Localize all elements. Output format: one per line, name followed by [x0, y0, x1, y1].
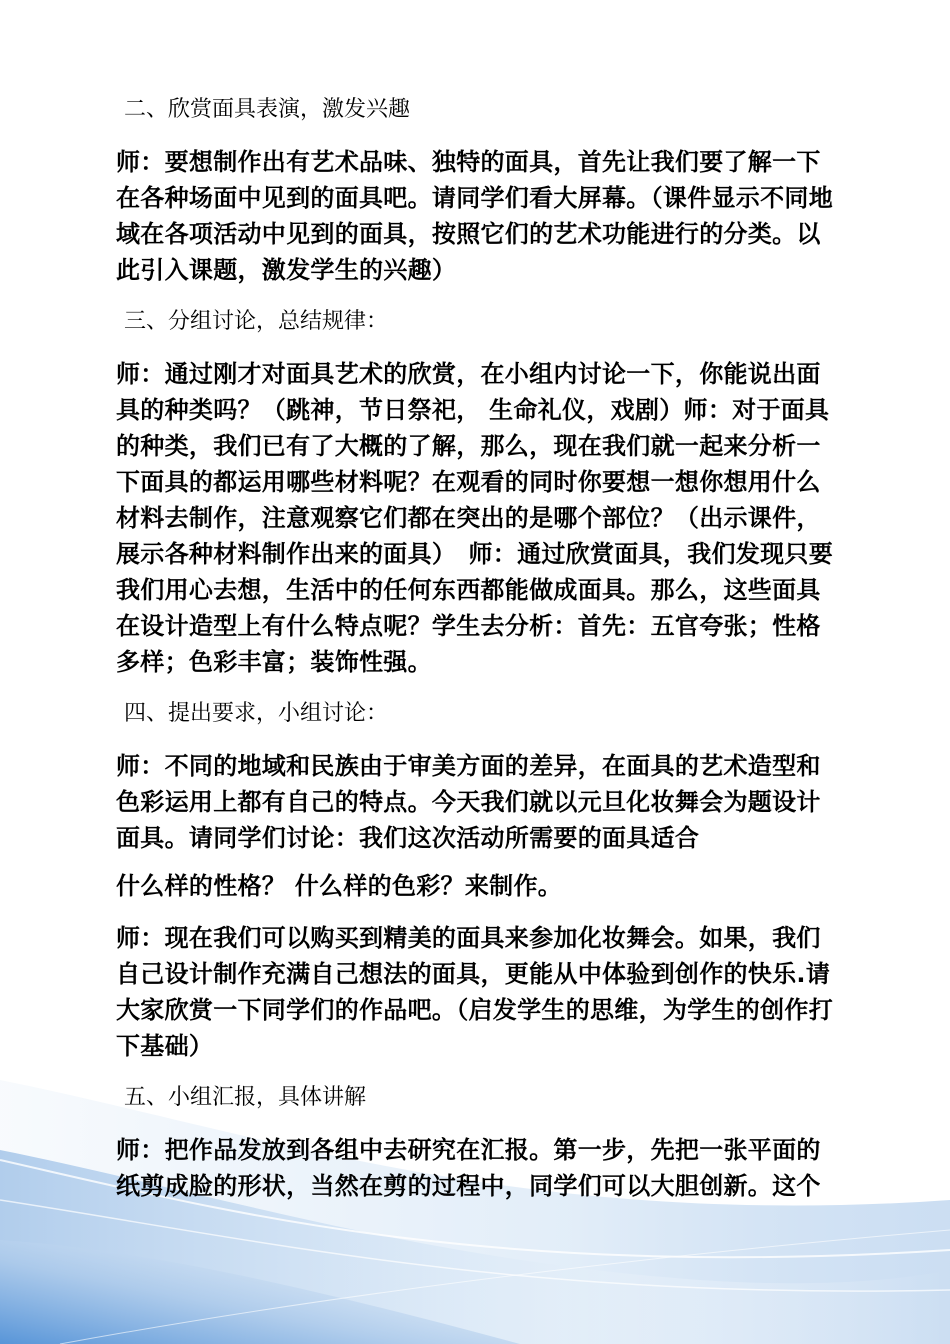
section-4-paragraph-3: 师：现在我们可以购买到精美的面具来参加化妆舞会。如果，我们自己设计制作充满自己想法的面具，更能从中体验到创作的快乐.请大家欣赏一下同学们的作品吧。（启发学生的思维，为学生的创作打下基础）	[116, 924, 833, 1060]
section-3-paragraph-1: 师：通过刚才对面具艺术的欣赏，在小组内讨论一下，你能说出面具的种类吗？（跳神，节日祭祀， 生命礼仪，戏剧）师：对于面具的种类，我们已有了大概的了解，那么，现在我们就一起来分析一下面具的都运用哪些材料呢？在观看的同时你要想一想你想用什么材料去制作，注意观察它们都在突出的是哪个部位？（出示课件，展示各种材料制作出来的面具） 师：通过欣赏面具，我们发现只要我们用心去想，生活中的任何东西都能做成面具。那么，这些面具在设计造型上有什么特点呢？学生去分析：首先：五官夸张；性格多样；色彩丰富；装饰性强。	[116, 360, 833, 676]
section-4-heading: 四、提出要求，小组讨论：	[124, 701, 389, 726]
section-4-paragraph-1: 师：不同的地域和民族由于审美方面的差异，在面具的艺术造型和色彩运用上都有自己的特点。今天我们就以元旦化妆舞会为题设计面具。请同学们讨论：我们这次活动所需要的面具适合	[116, 752, 821, 852]
section-5-paragraph-1: 师：把作品发放到各组中去研究在汇报。第一步，先把一张平面的纸剪成脸的形状，当然在剪的过程中，同学们可以大胆创新。这个	[116, 1136, 821, 1200]
section-2-paragraph-1: 师：要想制作出有艺术品味、独特的面具，首先让我们要了解一下在各种场面中见到的面具吧。请同学们看大屏幕。（课件显示不同地域在各项活动中见到的面具，按照它们的艺术功能进行的分类。以此引入课题，激发学生的兴趣）	[116, 148, 833, 284]
section-5-heading: 五、小组汇报，具体讲解	[124, 1085, 367, 1110]
document-body	[116, 92, 836, 1204]
section-3-heading: 三、分组讨论，总结规律：	[124, 309, 389, 334]
section-2-heading: 二、欣赏面具表演，激发兴趣	[124, 97, 411, 122]
section-4-paragraph-2: 什么样的性格？ 什么样的色彩？来制作。	[116, 872, 563, 900]
